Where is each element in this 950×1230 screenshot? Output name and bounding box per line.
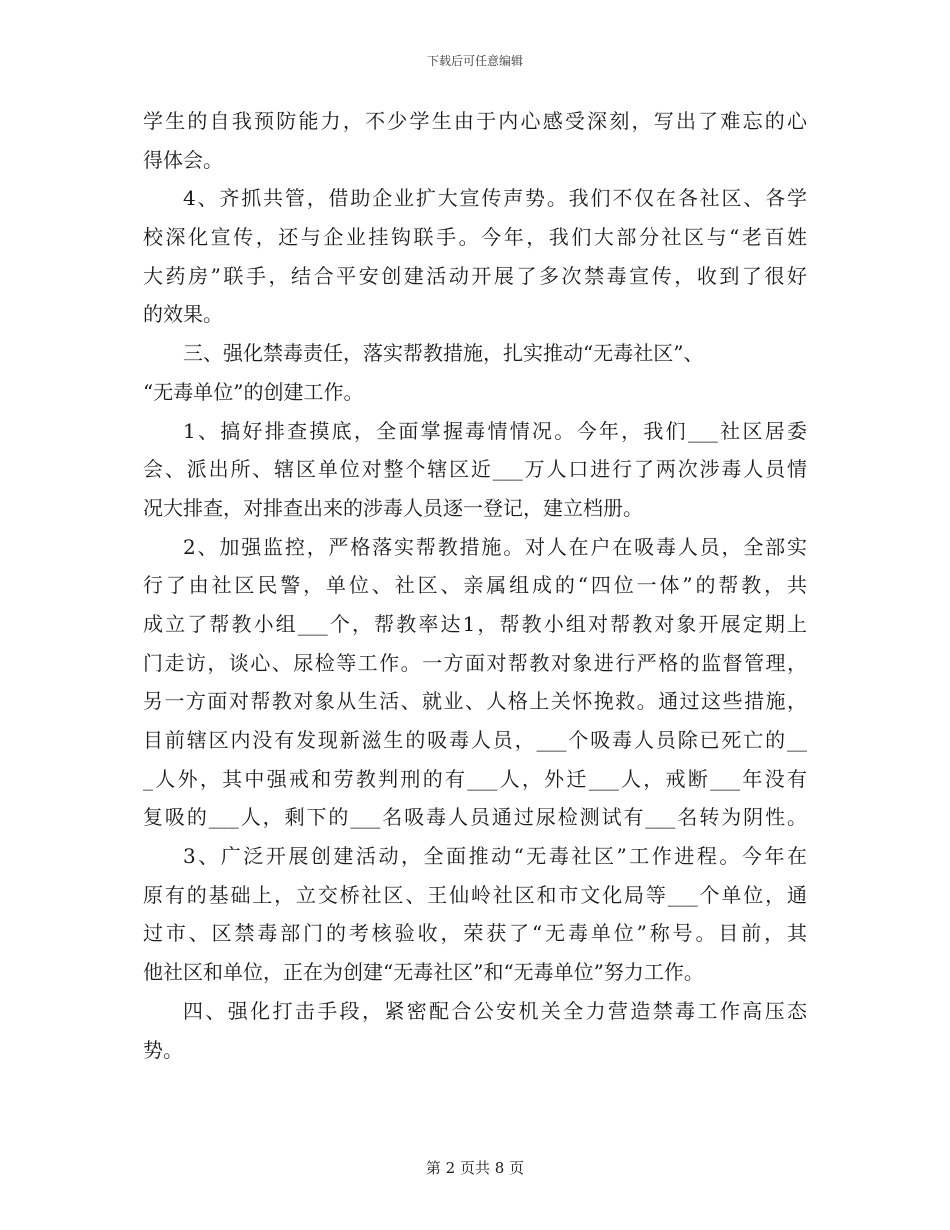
paragraph-first-line: 3、广泛开展创建活动，全面推动“无毒社区”工作进程。今年在 <box>183 844 807 869</box>
body-line: 目前辖区内没有发现新滋生的吸毒人员，___个吸毒人员除已死亡的__ <box>143 728 807 752</box>
body-line: 会、派出所、辖区单位对整个辖区近___万人口进行了两次涉毒人员情 <box>143 457 807 482</box>
section-heading-line: “无毒单位”的创建工作。 <box>143 379 364 404</box>
body-line: 另一方面对帮教对象从生活、就业、人格上关怀挽救。通过这些措施， <box>143 689 807 714</box>
section-heading-line: 四、强化打击手段，紧密配合公安机关全力营造禁毒工作高压态 <box>183 998 807 1023</box>
body-line: 大药房”联手，结合平安创建活动开展了多次禁毒宣传，收到了很好 <box>143 263 807 288</box>
paragraph-first-line: 1、搞好排查摸底，全面掌握毒情情况。今年，我们___社区居委 <box>183 418 807 443</box>
section-heading-line: 三、强化禁毒责任，落实帮教措施，扎实推动“无毒社区”、 <box>183 341 704 366</box>
body-line: 校深化宣传，还与企业挂钩联手。今年，我们大部分社区与“老百姓 <box>143 225 807 250</box>
body-line: 成立了帮教小组___个，帮教率达1，帮教小组对帮教对象开展定期上 <box>143 611 807 636</box>
page-number: 第 2 页共 8 页 <box>425 1159 525 1177</box>
page-header: 下载后可任意编辑 <box>426 54 523 68</box>
body-line: 原有的基础上，立交桥社区、王仙岭社区和市文化局等___个单位，通 <box>143 882 807 907</box>
body-line: 门走访，谈心、尿检等工作。一方面对帮教对象进行严格的监督管理， <box>143 650 807 675</box>
body-line: 过市、区禁毒部门的考核验收，荣获了“无毒单位”称号。目前，其 <box>143 921 807 946</box>
section-heading-line: 势。 <box>143 1037 183 1062</box>
document-body <box>143 102 807 1069</box>
paragraph-first-line: 2、加强监控，严格落实帮教措施。对人在户在吸毒人员，全部实 <box>183 534 807 559</box>
body-line: 学生的自我预防能力，不少学生由于内心感受深刻，写出了难忘的心 <box>143 109 807 133</box>
body-line: 得体会。 <box>143 147 223 172</box>
body-line: 况大排查，对排查出来的涉毒人员逐一登记，建立档册。 <box>143 495 643 520</box>
body-line: 的效果。 <box>143 302 223 327</box>
body-line: 复吸的___人，剩下的___名吸毒人员通过尿检测试有___名转为阴性。 <box>143 805 807 830</box>
body-line: _人外，其中强戒和劳教判刑的有___人，外迁___人，戒断___年没有 <box>143 766 807 791</box>
body-line: 他社区和单位，正在为创建“无毒社区”和“无毒单位”努力工作。 <box>143 960 704 985</box>
body-line: 行了由社区民警，单位、社区、亲属组成的“四位一体”的帮教，共 <box>143 573 807 598</box>
paragraph-first-line: 4、齐抓共管，借助企业扩大宣传声势。我们不仅在各社区、各学 <box>183 186 807 211</box>
